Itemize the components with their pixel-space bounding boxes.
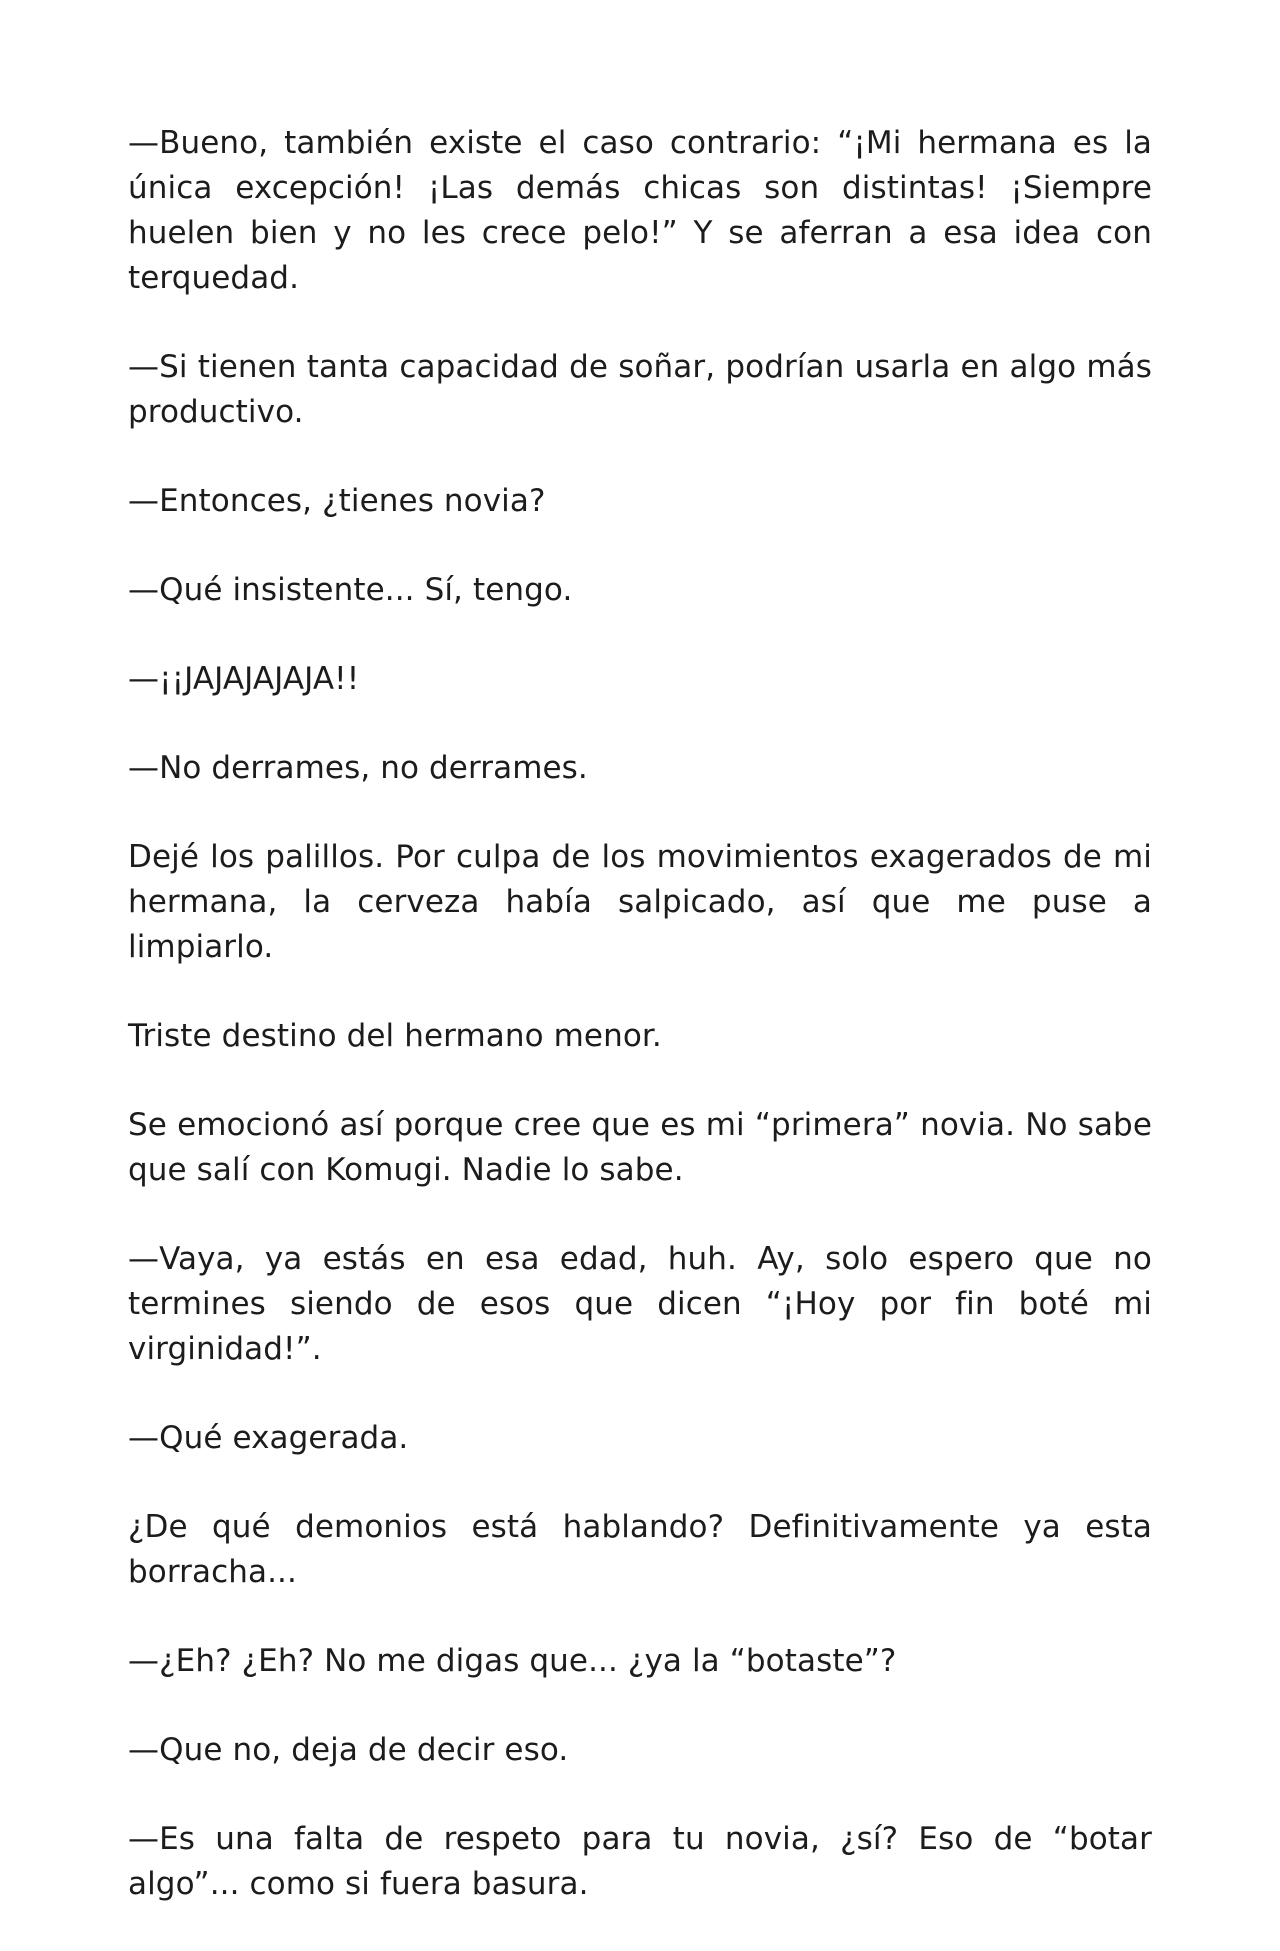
- paragraph-11: —Qué exagerada.: [128, 1420, 409, 1456]
- paragraph-8: Triste destino del hermano menor.: [128, 1018, 662, 1054]
- paragraph-10: —Vaya, ya estás en esa edad, huh. Ay, solo espero que no termines siendo de esos que dicen “¡Hoy por fin boté mi virginidad!”.: [128, 1241, 1152, 1367]
- paragraph-4: —Qué insistente... Sí, tengo.: [128, 572, 573, 608]
- paragraph-3: —Entonces, ¿tienes novia?: [128, 483, 546, 519]
- paragraph-6: —No derrames, no derrames.: [128, 750, 588, 786]
- paragraph-12: ¿De qué demonios está hablando? Definitivamente ya esta borracha...: [128, 1509, 1152, 1590]
- paragraph-5: —¡¡JAJAJAJAJA!!: [128, 661, 360, 697]
- paragraph-2: —Si tienen tanta capacidad de soñar, podrían usarla en algo más productivo.: [128, 349, 1152, 430]
- paragraph-15: —Es una falta de respeto para tu novia, ¿sí? Eso de “botar algo”... como si fuera basura.: [128, 1821, 1152, 1902]
- paragraph-14: —Que no, deja de decir eso.: [128, 1732, 569, 1768]
- paragraph-7: Dejé los palillos. Por culpa de los movimientos exagerados de mi hermana, la cerveza había salpicado, así que me puse a limpiarlo.: [128, 839, 1152, 965]
- paragraph-9: Se emocionó así porque cree que es mi “primera” novia. No sabe que salí con Komugi. Nadie lo sabe.: [128, 1107, 1152, 1188]
- document-page: [128, 121, 1152, 1951]
- paragraph-1: —Bueno, también existe el caso contrario: “¡Mi hermana es la única excepción! ¡Las demás chicas son distintas! ¡Siempre huelen bien y no les crece pelo!” Y se aferran a esa idea con terquedad.: [128, 125, 1152, 296]
- paragraph-13: —¿Eh? ¿Eh? No me digas que... ¿ya la “botaste”?: [128, 1643, 897, 1679]
